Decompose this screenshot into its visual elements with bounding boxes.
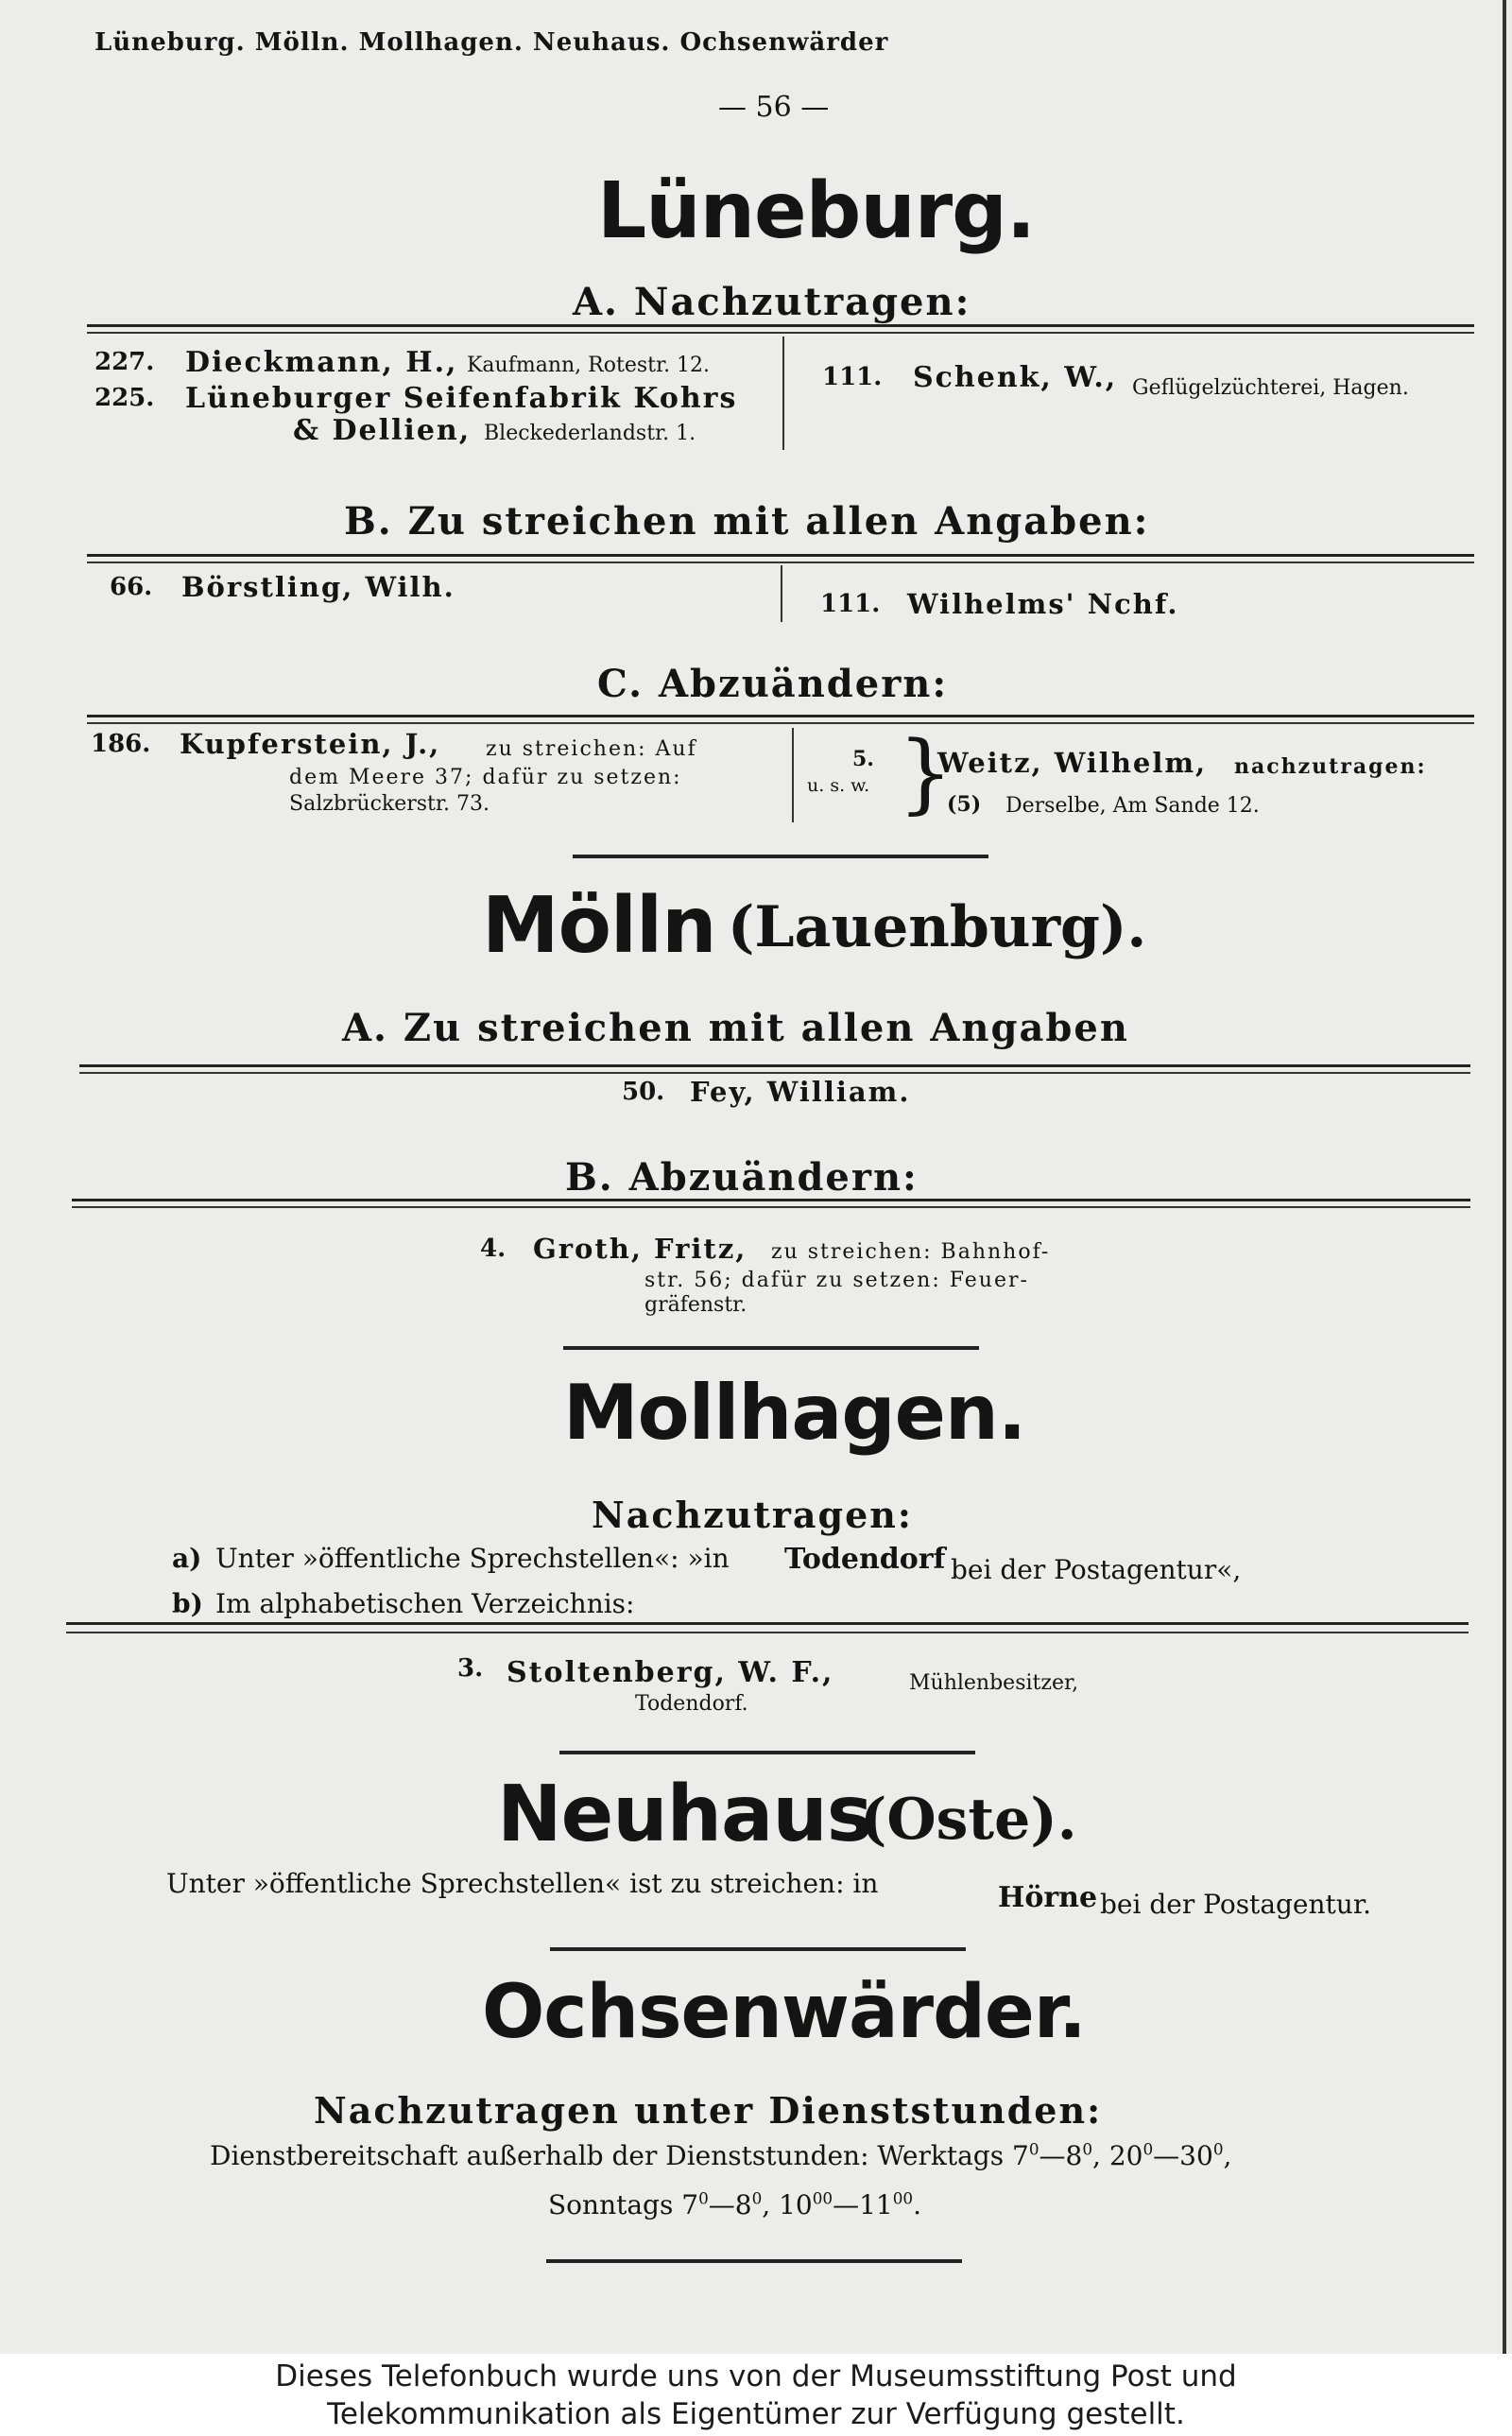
divider — [79, 1064, 1470, 1067]
scan-edge — [1503, 0, 1506, 2354]
moelln-b-heading: B. Abzuändern: — [565, 1155, 919, 1200]
section-separator — [546, 2259, 962, 2263]
entry-line: zu streichen: Bahnhof- — [771, 1240, 1051, 1264]
divider — [87, 715, 1474, 717]
mollhagen-b-text: Im alphabetischen Verzeichnis: — [215, 1588, 635, 1619]
entry-name: Kupferstein, J., — [180, 728, 441, 760]
divider — [87, 554, 1474, 557]
entry-num: 50. — [622, 1078, 665, 1106]
entry-line: Salzbrückerstr. 73. — [289, 792, 490, 816]
moelln-a-heading: A. Zu streichen mit allen Angaben — [342, 1006, 1129, 1050]
footer-line-2: Telekommunikation als Eigentümer zur Verfügung gestellt. — [327, 2397, 1185, 2431]
entry-name: Schenk, W., — [913, 361, 1118, 394]
time-comma: , — [762, 2189, 771, 2220]
divider — [72, 1199, 1470, 1201]
section-title-suffix: (Oste). — [860, 1787, 1077, 1853]
lueneburg-b-heading: B. Zu streichen mit allen Angaben: — [344, 499, 1150, 544]
entry-info: Geflügelzüchterei, Hagen. — [1132, 376, 1409, 400]
time-dash: — — [1153, 2140, 1180, 2171]
entry-num: 225. — [94, 384, 155, 412]
divider — [87, 561, 1474, 563]
entry-num: 111. — [820, 590, 881, 618]
time-value: $8^0$ — [1065, 2139, 1093, 2171]
divider — [66, 1632, 1469, 1633]
lueneburg-c-heading: C. Abzuändern: — [597, 662, 949, 706]
divider — [79, 1072, 1470, 1074]
mollhagen-a-tail: bei der Postagentur«, — [951, 1554, 1242, 1585]
time-value: $8^0$ — [734, 2188, 763, 2220]
time-value: $7^0$ — [1012, 2139, 1040, 2171]
section-separator — [573, 855, 988, 858]
entry-num: 3. — [457, 1654, 484, 1683]
section-title-neuhaus: Neuhaus — [497, 1770, 872, 1859]
entry-name: Fey, William. — [690, 1076, 911, 1108]
entry-num: (5) — [947, 792, 982, 817]
entry-line: gräfenstr. — [644, 1293, 747, 1317]
entry-name: Wilhelms' Nchf. — [907, 588, 1179, 620]
section-title-mollhagen: Mollhagen. — [563, 1369, 1026, 1457]
neuhaus-text: Unter »öffentliche Sprechstellen« ist zu streichen: in — [166, 1868, 879, 1899]
column-divider — [782, 337, 784, 450]
entry-name: Lüneburger Seifenfabrik Kohrs — [185, 382, 738, 415]
divider — [87, 722, 1474, 724]
entry-info: Bleckederlandstr. 1. — [484, 422, 696, 445]
brace-glyph: } — [898, 722, 954, 823]
entry-usw: u. s. w. — [807, 775, 870, 796]
section-title-lueneburg: Lüneburg. — [597, 166, 1035, 256]
divider — [87, 324, 1474, 327]
page-number: — 56 — — [718, 91, 830, 124]
footer-line-1: Dieses Telefonbuch wurde uns von der Museumsstiftung Post und — [275, 2359, 1237, 2393]
entry-name: Börstling, Wilh. — [181, 571, 455, 603]
time-value: $7^0$ — [681, 2188, 709, 2220]
lueneburg-a-heading: A. Nachzutragen: — [573, 280, 971, 324]
ochsenwaerder-heading: Nachzutragen unter Dienststunden: — [314, 2089, 1103, 2132]
time-dash: — — [1039, 2140, 1066, 2171]
entry-info: Kaufmann, Rotestr. 12. — [467, 354, 711, 377]
section-title-suffix: (Lauenburg). — [728, 894, 1147, 960]
section-title-moelln: Mölln — [482, 881, 716, 971]
entry-line: zu streichen: Auf — [486, 737, 697, 761]
section-separator — [563, 1346, 979, 1350]
mollhagen-a-place: Todendorf — [784, 1543, 946, 1576]
time-comma: , — [1223, 2140, 1232, 2171]
time-value: $10^{00}$ — [779, 2188, 833, 2220]
time-value: $20^0$ — [1108, 2139, 1154, 2171]
archive-footer — [0, 2354, 1512, 2436]
section-separator — [550, 1947, 966, 1951]
list-label: b) — [172, 1588, 203, 1619]
entry-num: 66. — [110, 573, 153, 601]
time-dash: — — [708, 2189, 735, 2220]
time-value: $30^0$ — [1179, 2139, 1224, 2171]
entry-line: dem Meere 37; dafür zu setzen: — [289, 766, 682, 789]
service-hours-text: Sonntags — [548, 2189, 674, 2220]
entry-num: 4. — [480, 1235, 507, 1263]
mollhagen-heading: Nachzutragen: — [592, 1494, 913, 1536]
list-label: a) — [172, 1543, 202, 1574]
column-divider — [792, 728, 794, 822]
entry-num: 111. — [822, 363, 883, 391]
entry-name: Weitz, Wilhelm, — [937, 747, 1208, 779]
mollhagen-a-text: Unter »öffentliche Sprechstellen«: »in — [215, 1543, 730, 1574]
entry-name: Dieckmann, H., — [185, 346, 458, 379]
service-hours-text: Dienstbereitschaft außerhalb der Dienststunden: Werktags — [210, 2140, 1005, 2171]
entry-line: nachzutragen: — [1234, 754, 1427, 779]
time-value: $11^{00}$ — [859, 2188, 914, 2220]
divider — [66, 1622, 1469, 1625]
entry-num: 5. — [852, 747, 874, 771]
section-title-ochsenwaerder: Ochsenwärder. — [482, 1970, 1086, 2055]
time-comma: , — [1092, 2140, 1101, 2171]
entry-name: Groth, Fritz, — [533, 1233, 747, 1265]
entry-num: 227. — [94, 348, 155, 376]
neuhaus-place: Hörne — [998, 1881, 1098, 1914]
entry-info: Todendorf. — [635, 1692, 748, 1716]
divider — [72, 1206, 1470, 1208]
entry-name: Stoltenberg, W. F., — [507, 1656, 834, 1689]
divider — [87, 332, 1474, 334]
entry-line: Derselbe, Am Sande 12. — [1005, 794, 1260, 818]
time-dash: — — [833, 2189, 860, 2220]
entry-num: 186. — [91, 730, 151, 758]
service-hours-line-1 — [210, 2140, 1231, 2171]
entry-info: Mühlenbesitzer, — [909, 1671, 1079, 1695]
neuhaus-tail: bei der Postagentur. — [1100, 1889, 1372, 1920]
section-separator — [559, 1751, 975, 1754]
entry-line: str. 56; dafür zu setzen: Feuer- — [644, 1269, 1029, 1292]
column-divider — [781, 565, 782, 622]
service-hours-line-2: Sonntags $7^0—8^0$, $10^{00}—11^{00}$. — [548, 2188, 921, 2220]
entry-name-cont: & Dellien, — [293, 414, 472, 447]
running-header: Lüneburg. Mölln. Mollhagen. Neuhaus. Ochsenwärder — [94, 28, 889, 57]
